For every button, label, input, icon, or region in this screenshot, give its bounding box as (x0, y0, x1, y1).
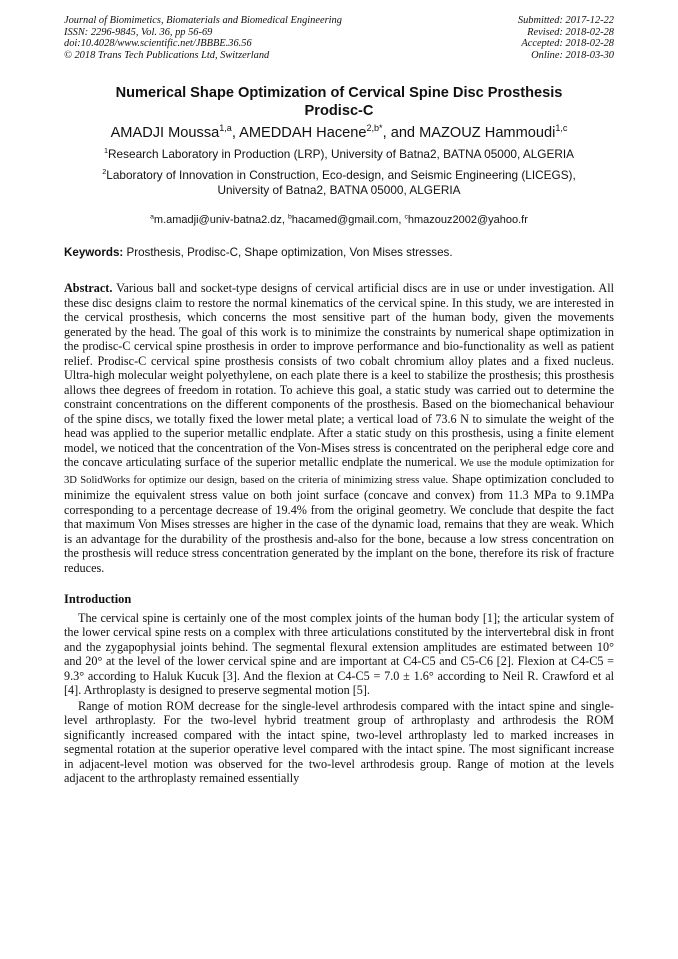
journal-name: Journal of Biomimetics, Biomaterials and Biomedical Engineering (64, 15, 342, 26)
issn-info: ISSN: 2296-9845, Vol. 36, pp 56-69 (64, 26, 213, 38)
email-a-marker: a (150, 213, 154, 221)
author-separator: , and (382, 125, 420, 142)
author-superscript: 2,b* (366, 123, 383, 134)
introduction-paragraph-1: The cervical spine is certainly one of the most complex joints of the human body [1]; the articular system of the lower cervical spine rests on a complex with three articulations constituted by the intervertebral disk in front and the zygapophysial joints behind. The segmental flexural extension amplitudes are estimated between 10° and 20° at the level of the lower cervical spine and are important at C4-C5 and C5-C6 [2]. Flexion at C4-C5 = 9.3° according to Haluk Kucuk [3]. And the flexion at C4-C5 = 7.0 ± 1.6° according to Neil R. Crawford et al [4]. Arthroplasty is designed to preserve segmental motion [5]. (64, 610, 614, 698)
introduction-heading: Introduction (64, 592, 132, 607)
affiliation-1-text: Research Laboratory in Production (LRP), University of Batna2, BATNA 05000, ALGERIA (108, 147, 575, 162)
keywords-text: Prosthesis, Prodisc-C, Shape optimization, Von Mises stresses. (123, 246, 453, 260)
abstract-text-1: Various ball and socket-type designs of cervical artificial discs are in use or under investigation. All these disc designs claim to restore the normal kinematics of the cervical spine. In this study, we are interested in the cervical prosthesis, which concerns the most sensitive part of the human body, given the movements generated by the head. The goal of this work is to minimize the constraints by numerical shape optimization in the prodisc-C cervical spine prosthesis in order to improve performance and bio-functionality as well as patient relief. Prodisc-C cervical spine prosthesis consists of two cobalt chromium alloy plates and a fixed nucleus. Ultra-high molecular weight polyethylene, on each plate there is a keel to stabilize the prosthesis; this prosthesis allows thee degrees of freedom in rotation. To achieve this goal, a static study was carried out to determine the constraint concentrations on the different components of the prosthesis. Based on the biomechanical behaviour of the spine discs, we totally fixed the lower metal plate; a vertical load of 73.6 N to simulate the weight of the head was applied to the superior metallic endplate. After a static study on this prosthesis, using a finite element model, we noticed that the concentration of the Von-Mises stress is concentrated on the peripheral edge core and the concave articulating surface of the superior metallic endplate the numerical. (64, 281, 614, 470)
affiliation-1-marker: 1 (103, 146, 109, 156)
affiliation-2-line-2: University of Batna2, BATNA 05000, ALGERIA (217, 182, 461, 197)
abstract-label: Abstract. (64, 281, 113, 296)
author-name: MAZOUZ Hammoudi (419, 125, 556, 142)
submitted-date: Submitted: 2017-12-22 (517, 15, 614, 26)
author-list (64, 124, 614, 143)
author-name: AMADJI Moussa (110, 125, 220, 142)
abstract-text-2: We use the module optimization for 3D SolidWorks for optimize our design, based on the criteria of minimizing stress value. (64, 458, 614, 486)
author-superscript: 1,a (219, 123, 232, 134)
affiliation-1 (64, 147, 614, 162)
title-line-2: Prodisc-C (304, 102, 374, 119)
affiliation-2-marker: 2 (102, 167, 107, 177)
author-separator: , (231, 125, 240, 142)
author-name: AMEDDAH Hacene (239, 125, 367, 142)
keywords (64, 246, 614, 260)
introduction-paragraph-2: Range of motion ROM decrease for the single-level arthrodesis compared with the intact spine and single-level arthroplasty. For the two-level hybrid treatment group of arthroplasty and arthrodesis the ROM significantly increased compared with the intact spine, two-level arthroplasty led to marked increases in segmental rotation at the superior operative level compared with the intact spine. The most significant increase in adjacent-level motion was observed for the two-level arthrodesis group. Range of motion at the levels adjacent to the arthroplasty remained essentially (64, 698, 614, 786)
author-emails: $^a$m.amadji@univ-batna2.dz, $^b$hacamed@gmail.com, $^c$hmazouz2002@yahoo.fr (150, 213, 528, 227)
title-line-1: Numerical Shape Optimization of Cervical Spine Disc Prosthesis (115, 85, 563, 102)
revised-date: Revised: 2018-02-28 (527, 26, 614, 38)
affiliation-2-line-1: Laboratory of Innovation in Construction, Eco-design, and Seismic Engineering (LICEGS), (106, 167, 576, 182)
affiliation-2 (64, 168, 614, 197)
email-c-marker: c (404, 213, 408, 221)
accepted-date: Accepted: 2018-02-28 (521, 38, 614, 50)
copyright-info: © 2018 Trans Tech Publications Ltd, Switzerland (64, 49, 270, 61)
email-b: hacamed@gmail.com (291, 214, 399, 227)
doi-info: doi:10.4028/www.scientific.net/JBBBE.36.56 (64, 38, 252, 50)
email-c: hmazouz2002@yahoo.fr (407, 214, 528, 227)
header-left (64, 15, 342, 61)
paper-title (64, 85, 614, 120)
email-b-marker: b (287, 213, 292, 221)
abstract-text-3: Shape optimization concluded to minimize the equivalent stress value on both joint surface (concave and convex) from 11.3 MPa to 9.1MPa corresponding to a percentage decrease of 19.4% from the original geometry. We conclude that despite the fact that maximum Von Mises stresses are higher in the case of the dynamic load, remains that they are weak. Which is an advantage for the durability of the prosthesis and-also for the bone, because a low stress concentration on the prosthesis will reduce stress concentration generated by the implant on the bone, therefore its risk of fracture reduces. (64, 471, 614, 575)
abstract (64, 281, 614, 575)
page-header (64, 15, 614, 61)
author-superscript: 1,c (555, 123, 568, 134)
keywords-label: Keywords: (64, 246, 124, 260)
header-right (518, 15, 614, 61)
email-a: m.amadji@univ-batna2.dz (153, 214, 282, 227)
online-date: Online: 2018-03-30 (531, 49, 614, 61)
